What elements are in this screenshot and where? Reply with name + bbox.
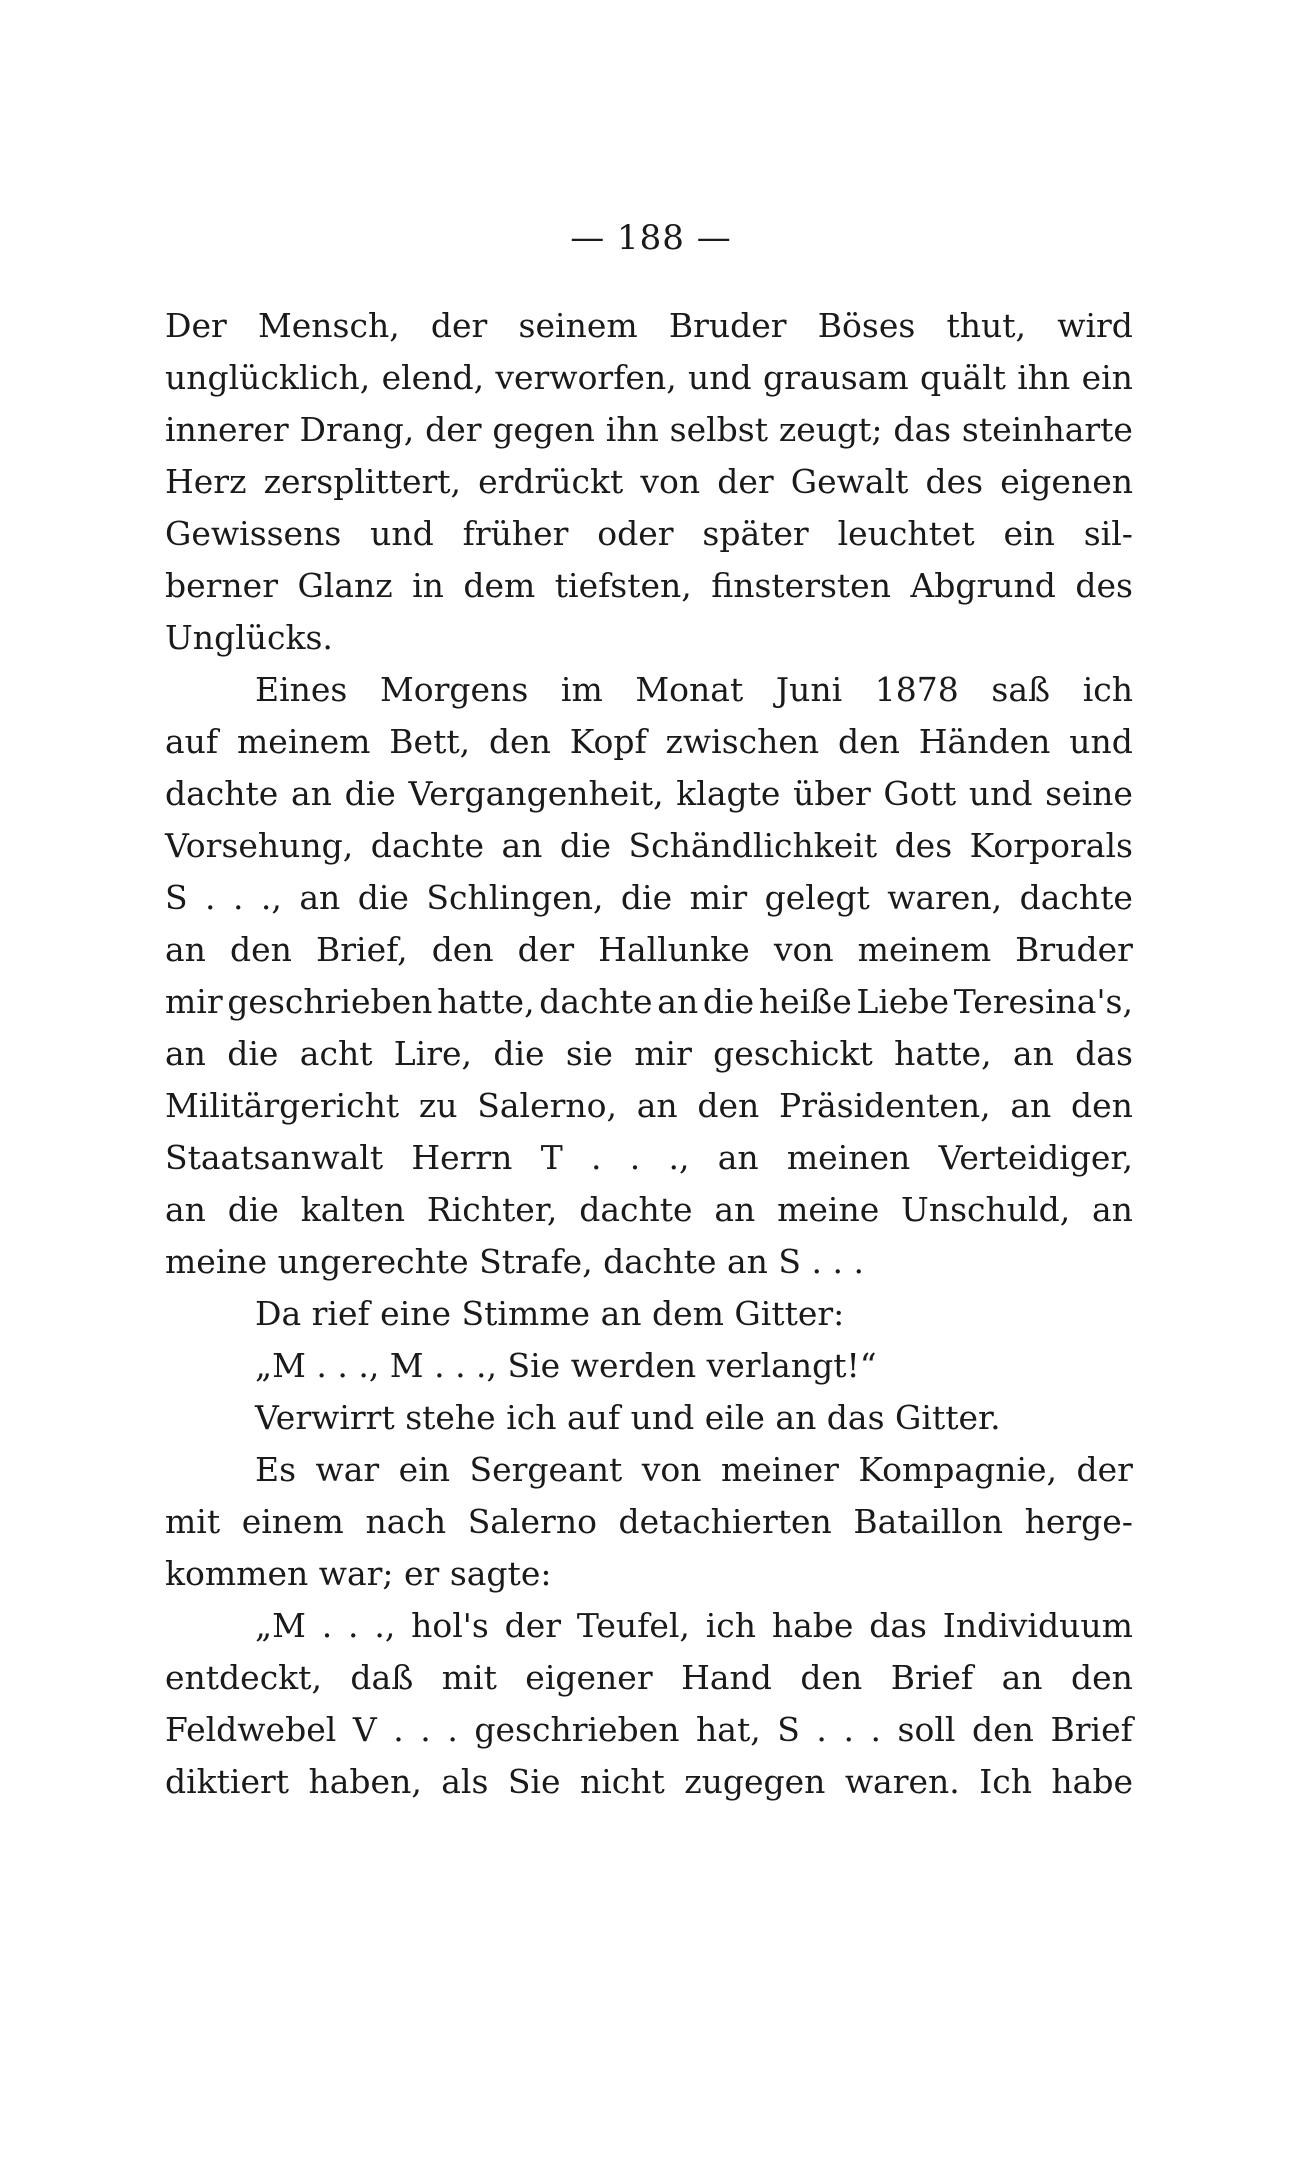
text-line: Unglücks. (165, 618, 333, 657)
text-line: Staatsanwalt Herrn T . . ., an meinen Verteidiger, (165, 1138, 1133, 1177)
text-line: „M . . ., M . . ., Sie werden verlangt!“ (255, 1346, 877, 1385)
text-line: Herz zersplittert, erdrückt von der Gewalt des eigenen (165, 462, 1133, 501)
text-line: Verwirrt stehe ich auf und eile an das Gitter. (255, 1398, 1001, 1437)
text-line: Vorsehung, dachte an die Schändlichkeit des Korporals (165, 826, 1133, 865)
page-number: — 188 — (570, 218, 732, 258)
text-line: innerer Drang, der gegen ihn selbst zeugt; das steinharte (165, 410, 1133, 449)
text-line: Militärgericht zu Salerno, an den Präsidenten, an den (165, 1086, 1133, 1125)
text-line: entdeckt, daß mit eigener Hand den Brief an den (165, 1658, 1133, 1697)
text-line: Der Mensch, der seinem Bruder Böses thut, wird (165, 306, 1133, 345)
text-line: auf meinem Bett, den Kopf zwischen den Händen und (165, 722, 1133, 761)
text-line: an die acht Lire, die sie mir geschickt hatte, an das (165, 1034, 1133, 1073)
text-line: Es war ein Sergeant von meiner Kompagnie, der (255, 1450, 1133, 1489)
text-line: berner Glanz in dem tiefsten, finstersten Abgrund des (165, 566, 1133, 605)
text-line: mit einem nach Salerno detachierten Bataillon herge- (165, 1502, 1133, 1541)
text-line: an die kalten Richter, dachte an meine Unschuld, an (165, 1190, 1133, 1229)
text-line: meine ungerechte Strafe, dachte an S . . . (165, 1242, 864, 1281)
text-line: Eines Morgens im Monat Juni 1878 saß ich (255, 670, 1133, 709)
text-line: diktiert haben, als Sie nicht zugegen waren. Ich habe (165, 1762, 1133, 1801)
text-line: dachte an die Vergangenheit, klagte über Gott und seine (165, 774, 1133, 813)
text-line: Gewissens und früher oder später leuchtet ein sil- (165, 514, 1133, 553)
text-line: S . . ., an die Schlingen, die mir gelegt waren, dachte (165, 878, 1133, 917)
body-text (165, 300, 1133, 1808)
text-line: Da rief eine Stimme an dem Gitter: (255, 1294, 845, 1333)
text-line: kommen war; er sagte: (165, 1554, 552, 1593)
text-line: an den Brief, den der Hallunke von meinem Bruder (165, 930, 1133, 969)
text-line: Feldwebel V . . . geschrieben hat, S . . . soll den Brief (165, 1710, 1133, 1749)
text-line: „M . . ., hol's der Teufel, ich habe das Individuum (255, 1606, 1133, 1645)
text-line: mir geschrieben hatte, dachte an die heiße Liebe Teresina's, (165, 982, 1133, 1021)
text-line: unglücklich, elend, verworfen, und grausam quält ihn ein (165, 358, 1133, 397)
